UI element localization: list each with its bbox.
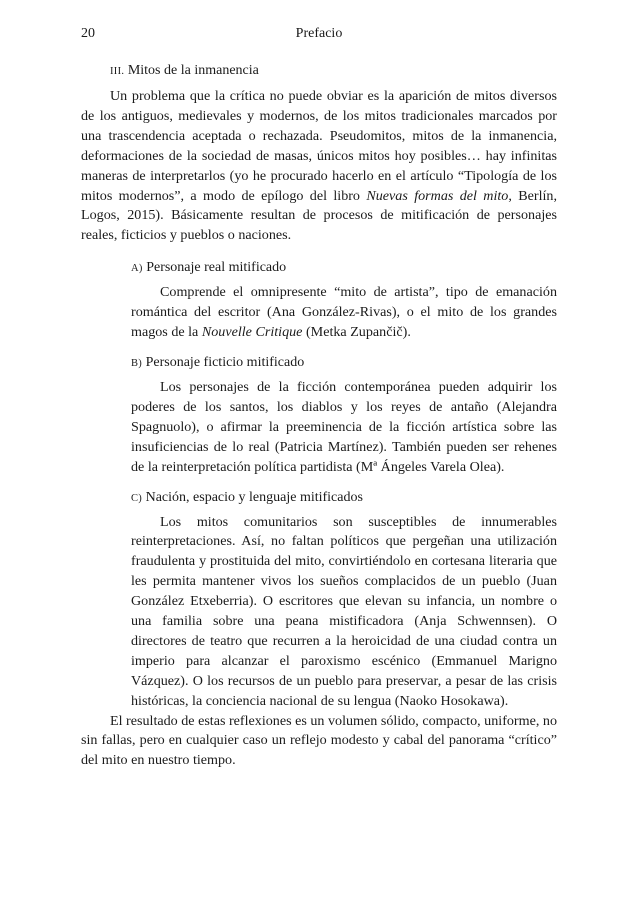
subsection-c-text: Los mitos comunitarios son susceptibles de innumerables reinterpretaciones. Así, no faltan políticos que pergeñan una utilización fraudulenta y prostituida del mito, convirtiéndolo en cortesana literaria que les permita mantener vivos los sueños complacidos de un pueblo (Juan González Etxeberria). O escritores que elevan su infancia, un nombre o una familia sobre una peana mistificadora (Anja Schwennsen). O directores de teatro que recurren a la heroicidad de una ciudad contra un imperio para alcanzar el paroxismo escénico (Emmanuel Marigno Vázquez). O los recursos de un pueblo para preservar, a pesar de las crisis históricas, la conciencia nacional de su lengua (Naoko Hosokawa). [131, 513, 557, 709]
subsection-a-text [131, 283, 557, 343]
page-number: 20 [81, 26, 95, 41]
intro-text-2: , Berlín, Logos, 2015). Básicamente resultan de procesos de mitificación de personajes reales, ficticios y pueblos o naciones. [81, 187, 557, 244]
subsection-a-text-2: (Metka Zupančič). [302, 324, 411, 341]
subsection-b [131, 353, 557, 478]
section-heading [81, 61, 557, 82]
nouvelle-critique-italic: Nouvelle Critique [201, 324, 303, 341]
book-title: Nuevas formas del mito [366, 187, 509, 204]
page-content [81, 61, 557, 771]
subsection-a-text-1: Comprende el omnipresente “mito de artista”, tipo de emanación romántica del escritor (Ana González-Rivas), o el mito de los grandes magos de la [131, 284, 557, 341]
subsection-a-heading [131, 258, 557, 279]
subsection-b-heading [131, 353, 557, 374]
subsection-a-title: Personaje real mitificado [146, 260, 287, 276]
subsection-c-letter: C) [131, 492, 143, 504]
subsection-c-title: Nación, espacio y lenguaje mitificados [145, 489, 363, 505]
subsection-a-letter: A) [131, 263, 143, 275]
intro-text-1: Un problema que la crítica no puede obviar es la aparición de mitos diversos de los antiguos, medievales y modernos, de los mitos tradicionales marcados por una trascendencia aceptada o rechazada. Pseudomitos, mitos de la inmanencia, deformaciones de la sociedad de masas, únicos mitos hoy posibles… hay infinitas maneras de interpretarlos (yo he procurado hacerlo en el artículo “Tipología de los mitos modernos”, a modo de epílogo del libro [81, 88, 557, 204]
subsection-c [131, 488, 557, 712]
subsection-b-text: Los personajes de la ficción contemporánea pueden adquirir los poderes de los santos, los diablos y los reyes de antaño (Alejandra Spagnuolo), o afirmar la preeminencia de la ficción artística sobre las insuficiencias de lo real (Patricia Martínez). También pueden ser rehenes de la reinterpretación política partidista (Mª Ángeles Varela Olea). [131, 378, 557, 475]
closing-paragraph: El resultado de estas reflexiones es un volumen sólido, compacto, uniforme, no sin fallas, pero en cualquier caso un reflejo modesto y cabal del panorama “crítico” del mito en nuestro tiempo. [81, 712, 557, 769]
intro-paragraph [81, 87, 557, 246]
subsection-c-heading [131, 488, 557, 509]
section-numeral: III. [110, 66, 125, 77]
section-title: Mitos de la inmanencia [127, 63, 259, 78]
page-header [81, 26, 557, 46]
subsection-b-title: Personaje ficticio mitificado [145, 354, 305, 370]
running-title: Prefacio [295, 26, 343, 41]
subsection-a [131, 258, 557, 343]
subsection-b-letter: B) [131, 357, 143, 369]
